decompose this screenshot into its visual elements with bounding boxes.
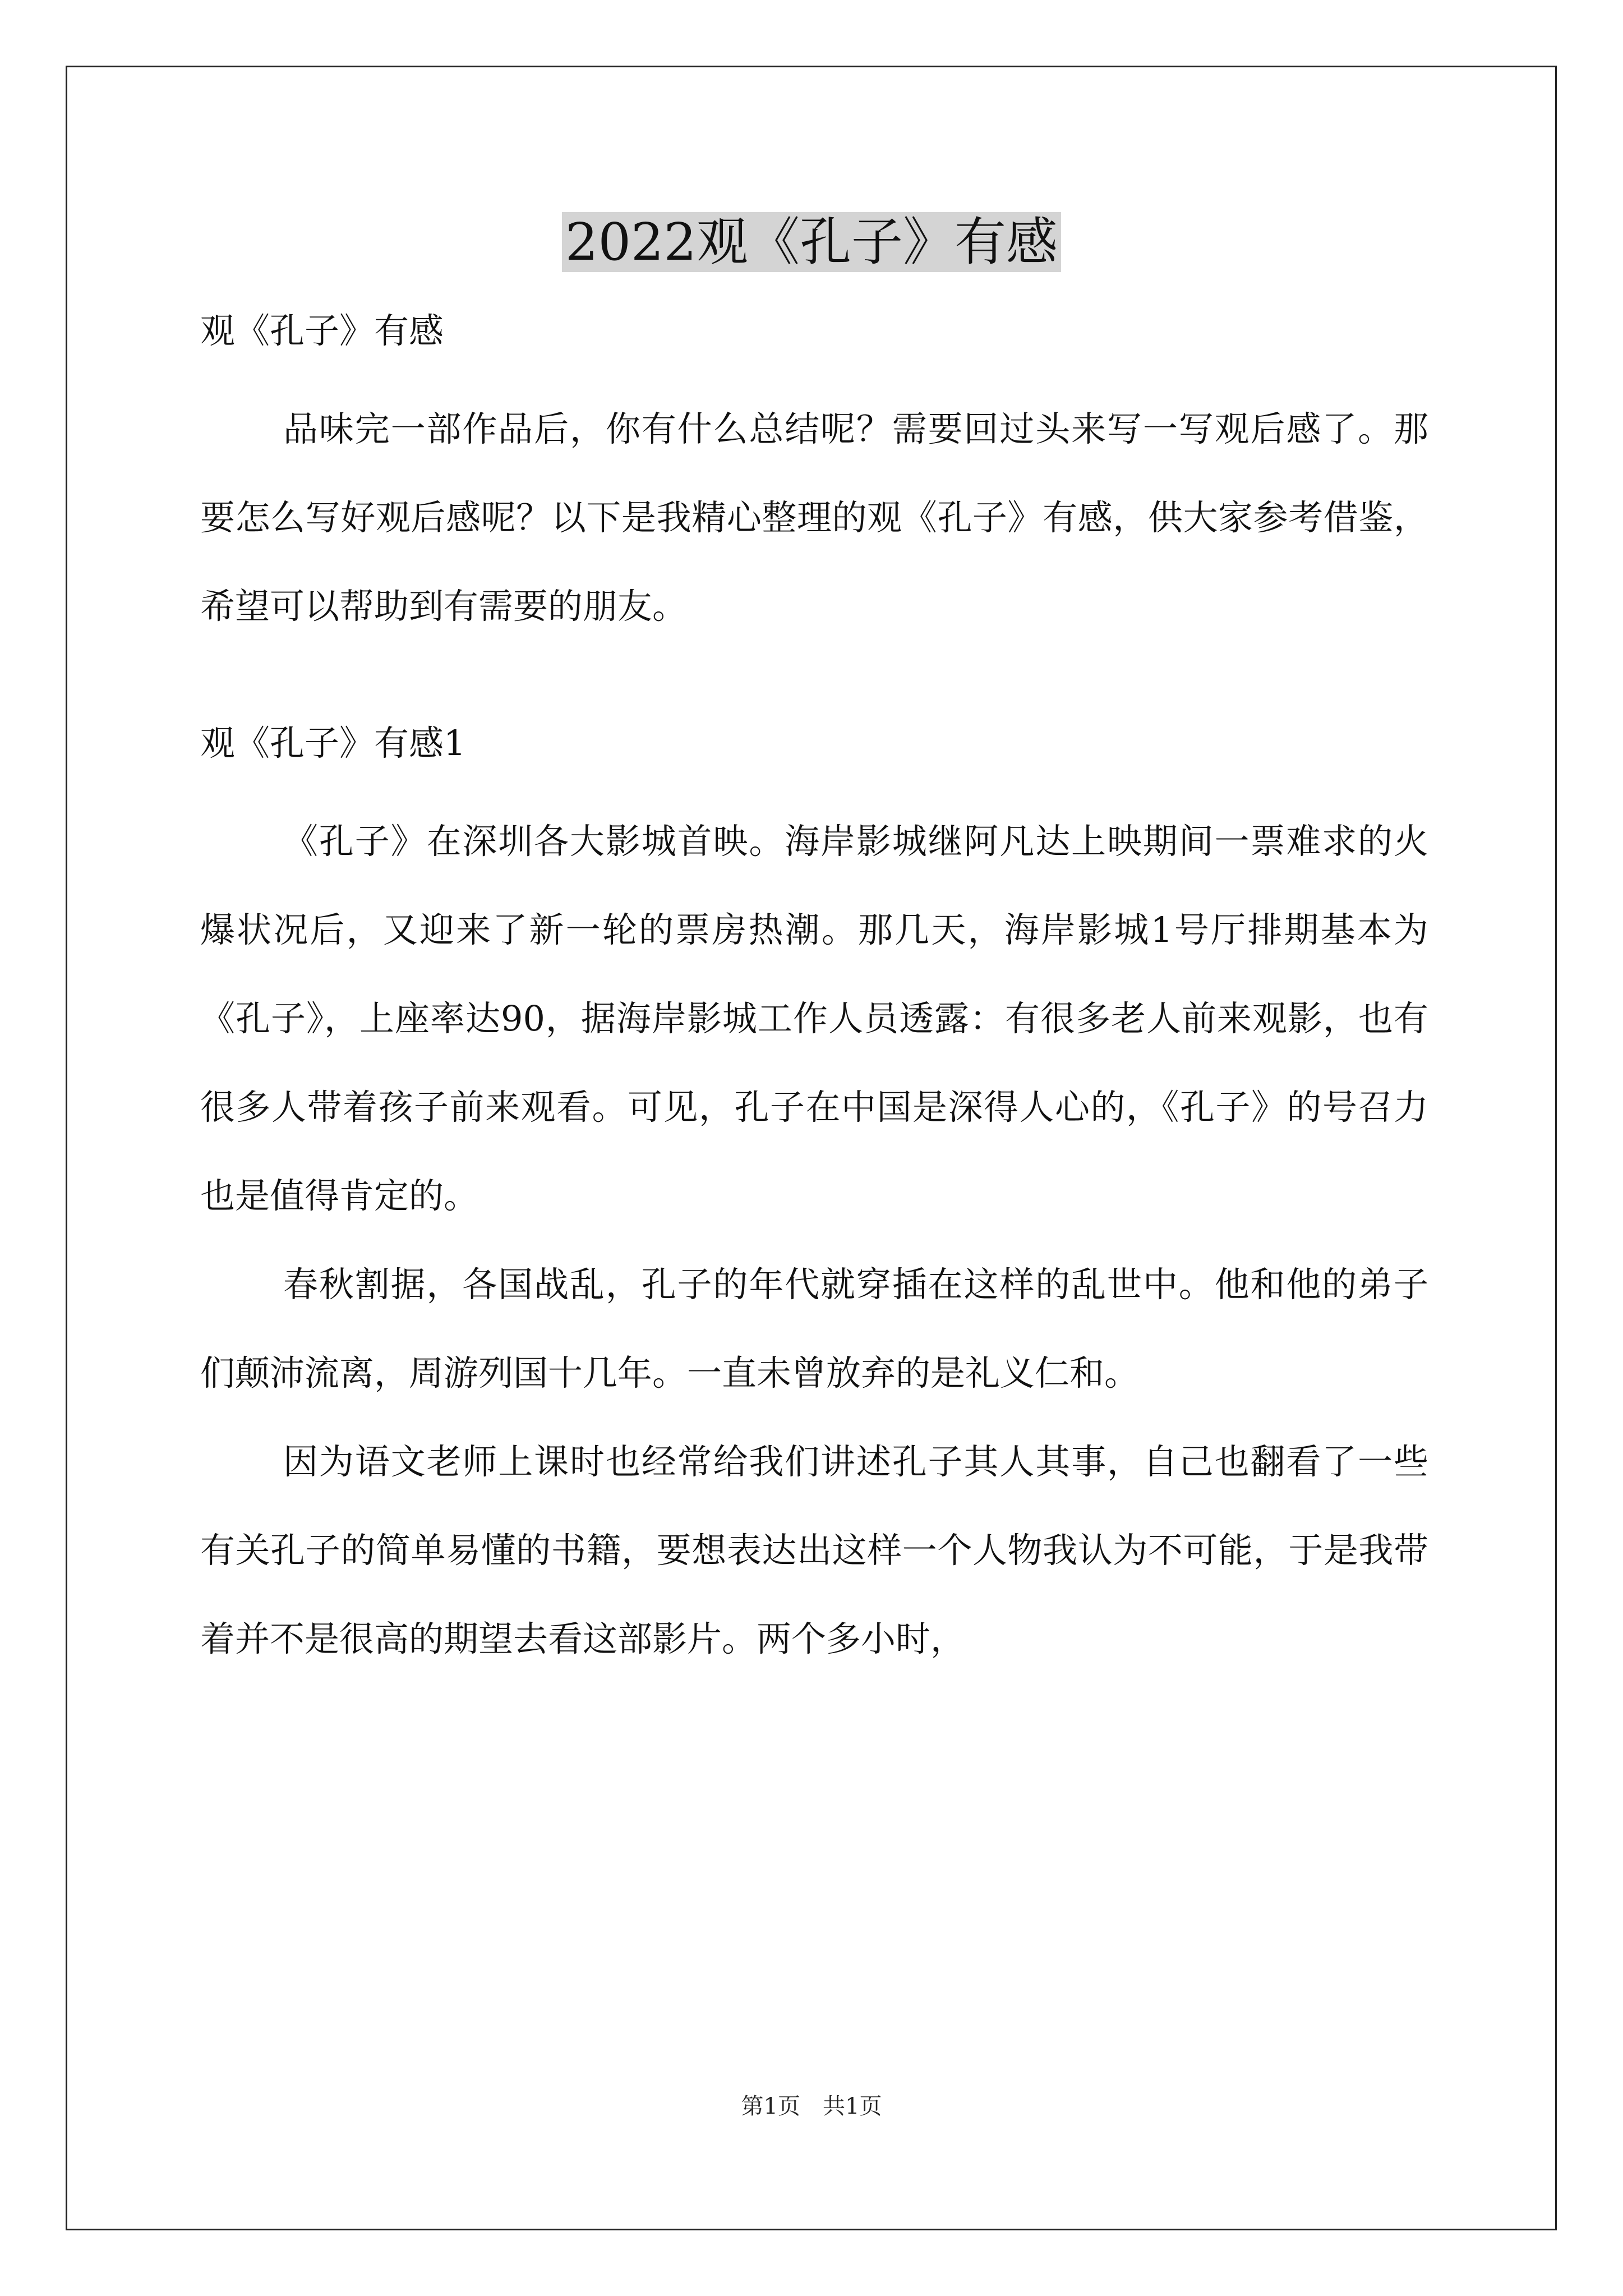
page-footer: 第1页 共1页 [741,2093,882,2119]
document-subtitle: 观《孔子》有感 [200,310,444,351]
body-paragraph: 春秋割据，各国战乱，孔子的年代就穿插在这样的乱世中。他和他的弟子们颠沛流离，周游列国十几年。一直未曾放弃的是礼义仁和。 [200,1264,1428,1393]
document-title [0,209,1623,276]
document-title-text: 2022观《孔子》有感 [562,212,1061,272]
document-body [200,309,1428,1683]
body-paragraph: 《孔子》在深圳各大影城首映。海岸影城继阿凡达上映期间一票难求的火爆状况后，又迎来了新一轮的票房热潮。那几天，海岸影城1号厅排期基本为《孔子》，上座率达90，据海岸影城工作人员透露：有很多老人前来观影，也有很多人带着孩子前来观看。可见，孔子在中国是深得人心的，《孔子》的号召力也是值得肯定的。 [200,821,1428,1216]
intro-paragraph: 品味完一部作品后，你有什么总结呢？需要回过头来写一写观后感了。那要怎么写好观后感呢？以下是我精心整理的观《孔子》有感，供大家参考借鉴，希望可以帮助到有需要的朋友。 [200,408,1428,627]
section-heading: 观《孔子》有感1 [200,723,466,763]
body-paragraph: 因为语文老师上课时也经常给我们讲述孔子其人其事，自己也翻看了一些有关孔子的简单易懂的书籍，要想表达出这样一个人物我认为不可能，于是我带着并不是很高的期望去看这部影片。两个多小时， [200,1441,1428,1659]
